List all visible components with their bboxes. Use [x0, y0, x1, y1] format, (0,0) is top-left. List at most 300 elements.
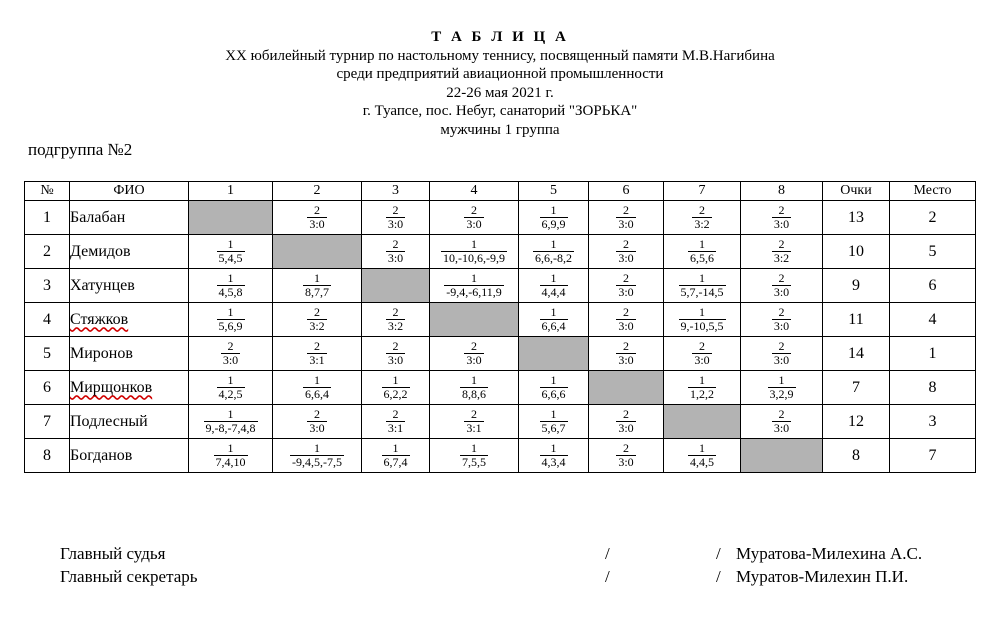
match-points: 2: [221, 340, 240, 354]
match-score: 4,4,5: [690, 455, 714, 469]
match-score: 9,-8,-7,4,8: [205, 421, 256, 435]
match-result: [772, 272, 791, 299]
match-result-cell: [362, 371, 430, 405]
match-score: 6,6,4: [305, 387, 329, 401]
match-result-cell: [519, 439, 589, 473]
match-result-cell: [189, 337, 273, 371]
match-result: [616, 204, 635, 231]
match-score: 1,2,2: [690, 387, 714, 401]
header-col-1: 1: [189, 182, 273, 201]
match-result-cell: [589, 235, 664, 269]
match-score: 3:0: [773, 285, 790, 299]
match-result: [217, 238, 245, 265]
player-name-text: Миронов: [70, 344, 133, 362]
match-result-cell: [519, 371, 589, 405]
match-result-cell: [741, 269, 823, 303]
match-score: 3:0: [773, 319, 790, 333]
match-result-cell: [741, 303, 823, 337]
match-score: 3:0: [618, 455, 634, 469]
match-points: 2: [386, 340, 405, 354]
match-result-cell: [189, 235, 273, 269]
table-row: [25, 405, 976, 439]
diagonal-cell: [362, 269, 430, 303]
signature-line-chief-secretary: [0, 567, 1000, 589]
match-result-cell: [362, 337, 430, 371]
match-result: [679, 272, 726, 299]
match-score: -9,4,-6,11,9: [446, 285, 502, 299]
match-score: 3:0: [694, 353, 710, 367]
match-score: 3:2: [773, 251, 790, 265]
match-result-cell: [664, 201, 741, 235]
match-result: [616, 238, 635, 265]
document-title: Т А Б Л И Ц А: [431, 29, 569, 45]
match-points: 2: [307, 408, 326, 422]
player-place: 8: [890, 371, 976, 405]
match-points: 2: [772, 272, 791, 286]
match-score: 3:0: [387, 217, 404, 231]
match-result: [441, 238, 507, 265]
match-result: [688, 238, 716, 265]
match-result-cell: [519, 269, 589, 303]
match-result-cell: [664, 439, 741, 473]
match-score: 8,7,7: [305, 285, 329, 299]
match-points: 1: [540, 204, 568, 218]
match-result-cell: [273, 439, 362, 473]
match-result: [772, 306, 791, 333]
match-result-cell: [189, 405, 273, 439]
match-score: -9,4,5,-7,5: [292, 455, 342, 469]
diagonal-cell: [664, 405, 741, 439]
player-name-text: Мирщонков: [70, 378, 153, 396]
match-points: 1: [460, 442, 488, 456]
match-points: 1: [382, 374, 410, 388]
match-score: 5,4,5: [218, 251, 243, 265]
header-points: Очки: [823, 182, 890, 201]
match-result-cell: [362, 303, 430, 337]
match-result: [772, 408, 791, 435]
match-result-cell: [589, 405, 664, 439]
match-result-cell: [273, 303, 362, 337]
match-result: [307, 408, 326, 435]
match-result: [217, 374, 245, 401]
match-score: 6,6,-8,2: [535, 251, 572, 265]
match-result: [768, 374, 796, 401]
match-points: 1: [217, 374, 245, 388]
match-result-cell: [519, 201, 589, 235]
match-points: 1: [540, 306, 568, 320]
match-result: [692, 204, 711, 231]
player-number: 1: [25, 201, 70, 235]
diagonal-cell: [519, 337, 589, 371]
player-name: [70, 405, 189, 439]
match-points: 2: [616, 204, 635, 218]
match-result-cell: [430, 269, 519, 303]
match-result: [217, 272, 245, 299]
header-col-2: 2: [273, 182, 362, 201]
match-result-cell: [430, 439, 519, 473]
match-result-cell: [273, 371, 362, 405]
match-points: 1: [688, 238, 716, 252]
match-points: 1: [217, 272, 245, 286]
match-result-cell: [589, 439, 664, 473]
match-points: 2: [307, 306, 326, 320]
player-number: 6: [25, 371, 70, 405]
match-result: [204, 408, 258, 435]
match-score: 6,2,2: [383, 387, 408, 401]
match-result: [386, 238, 405, 265]
subgroup-label: подгруппа №2: [28, 140, 133, 159]
match-points: 1: [382, 442, 410, 456]
match-points: 1: [460, 374, 488, 388]
match-result-cell: [664, 303, 741, 337]
match-score: 3:0: [222, 353, 239, 367]
match-points: 1: [688, 442, 716, 456]
match-score: 5,6,9: [218, 319, 243, 333]
match-result-cell: [362, 235, 430, 269]
player-name: [70, 439, 189, 473]
match-score: 3:0: [773, 217, 790, 231]
match-points: 1: [290, 442, 344, 456]
match-result: [460, 442, 488, 469]
match-result-cell: [189, 269, 273, 303]
match-result-cell: [664, 235, 741, 269]
match-points: 2: [616, 340, 635, 354]
header-place: Место: [890, 182, 976, 201]
match-result: [460, 374, 488, 401]
signature-separator: /: [605, 544, 610, 563]
match-result: [616, 340, 635, 367]
match-points: 2: [692, 340, 711, 354]
match-result-cell: [664, 337, 741, 371]
match-result: [307, 340, 326, 367]
player-name: [70, 235, 189, 269]
match-points: 1: [204, 408, 258, 422]
match-result: [772, 340, 791, 367]
match-points: 1: [217, 306, 245, 320]
table-row: [25, 439, 976, 473]
match-result: [688, 442, 716, 469]
signature-person-name: Муратова-Милехина А.С.: [736, 544, 923, 563]
match-result: [221, 340, 240, 367]
player-place: 1: [890, 337, 976, 371]
signature-line-chief-judge: [0, 544, 1000, 566]
match-points: 2: [772, 238, 791, 252]
match-points: 2: [772, 204, 791, 218]
signature-separator: /: [605, 567, 610, 586]
player-name-text: Демидов: [70, 242, 131, 260]
match-result: [217, 306, 245, 333]
match-score: 6,5,6: [690, 251, 714, 265]
match-points: 1: [444, 272, 504, 286]
match-result: [464, 204, 483, 231]
header-col-6: 6: [589, 182, 664, 201]
match-points: 1: [540, 272, 568, 286]
match-result: [307, 306, 326, 333]
player-number: 7: [25, 405, 70, 439]
match-result: [386, 306, 405, 333]
header-col-3: 3: [362, 182, 430, 201]
match-score: 3,2,9: [769, 387, 794, 401]
match-result-cell: [273, 269, 362, 303]
match-score: 3:0: [466, 217, 482, 231]
match-points: 2: [307, 340, 326, 354]
table-body: [25, 201, 976, 473]
player-number: 2: [25, 235, 70, 269]
results-table: [24, 181, 976, 473]
player-place: 5: [890, 235, 976, 269]
player-name: [70, 303, 189, 337]
match-score: 3:1: [387, 421, 404, 435]
diagonal-cell: [741, 439, 823, 473]
player-name-text: Стяжков: [70, 310, 129, 328]
match-result-cell: [430, 405, 519, 439]
player-points: 10: [823, 235, 890, 269]
match-points: 2: [772, 408, 791, 422]
match-points: 2: [386, 408, 405, 422]
match-points: 2: [616, 238, 635, 252]
match-score: 3:0: [618, 421, 634, 435]
match-score: 10,-10,6,-9,9: [443, 251, 505, 265]
player-name-text: Богданов: [70, 446, 133, 464]
player-name-text: Подлесный: [70, 412, 148, 430]
match-score: 5,6,7: [541, 421, 566, 435]
tournament-name: XX юбилейный турнир по настольному теннису, посвященный памяти М.В.Нагибина: [225, 47, 775, 64]
player-points: 8: [823, 439, 890, 473]
player-points: 7: [823, 371, 890, 405]
match-result-cell: [273, 405, 362, 439]
match-result-cell: [741, 405, 823, 439]
player-place: 7: [890, 439, 976, 473]
match-result-cell: [519, 405, 589, 439]
match-result: [616, 408, 635, 435]
match-result-cell: [589, 201, 664, 235]
match-points: 1: [533, 238, 574, 252]
match-result-cell: [430, 337, 519, 371]
match-result: [444, 272, 504, 299]
match-points: 1: [540, 442, 568, 456]
player-place: 3: [890, 405, 976, 439]
match-score: 3:0: [618, 285, 634, 299]
match-result: [540, 374, 568, 401]
match-points: 1: [679, 306, 726, 320]
match-result: [540, 408, 568, 435]
match-points: 1: [303, 272, 331, 286]
match-points: 2: [464, 408, 483, 422]
match-result-cell: [362, 439, 430, 473]
tournament-location: г. Туапсе, пос. Небуг, санаторий "ЗОРЬКА": [362, 103, 638, 119]
signature-role: Главный секретарь: [60, 567, 198, 586]
signature-separator: /: [716, 567, 721, 586]
diagonal-cell: [189, 201, 273, 235]
player-name: [70, 337, 189, 371]
match-result: [540, 204, 568, 231]
match-score: 9,-10,5,5: [680, 319, 724, 333]
match-result-cell: [519, 303, 589, 337]
match-score: 3:0: [618, 353, 634, 367]
header-name: ФИО: [70, 182, 189, 201]
match-score: 3:1: [309, 353, 325, 367]
match-points: 1: [217, 238, 245, 252]
match-result: [464, 340, 483, 367]
player-place: 4: [890, 303, 976, 337]
match-score: 3:0: [309, 421, 325, 435]
tournament-participants: среди предприятий авиационной промышленности: [336, 66, 664, 82]
match-result: [382, 442, 410, 469]
match-result: [386, 408, 405, 435]
match-result-cell: [664, 371, 741, 405]
match-result: [616, 272, 635, 299]
header-col-4: 4: [430, 182, 519, 201]
table-row: [25, 269, 976, 303]
match-result: [386, 204, 405, 231]
match-result-cell: [362, 405, 430, 439]
match-points: 2: [616, 442, 635, 456]
match-score: 3:2: [387, 319, 404, 333]
player-points: 12: [823, 405, 890, 439]
match-result: [540, 442, 568, 469]
match-result: [540, 306, 568, 333]
match-result: [386, 340, 405, 367]
match-score: 3:0: [618, 251, 634, 265]
match-points: 1: [768, 374, 796, 388]
player-points: 14: [823, 337, 890, 371]
match-score: 3:0: [309, 217, 325, 231]
player-place: 6: [890, 269, 976, 303]
match-result-cell: [189, 303, 273, 337]
match-score: 6,6,4: [541, 319, 566, 333]
header-num: №: [25, 182, 70, 201]
diagonal-cell: [430, 303, 519, 337]
match-result: [688, 374, 716, 401]
match-score: 6,9,9: [541, 217, 566, 231]
match-result-cell: [430, 201, 519, 235]
match-points: 1: [441, 238, 507, 252]
player-number: 3: [25, 269, 70, 303]
match-result: [692, 340, 711, 367]
match-score: 3:2: [694, 217, 710, 231]
match-score: 6,6,6: [541, 387, 566, 401]
match-points: 2: [464, 204, 483, 218]
player-number: 8: [25, 439, 70, 473]
player-number: 4: [25, 303, 70, 337]
player-name-text: Балабан: [70, 208, 126, 226]
match-result: [290, 442, 344, 469]
match-score: 3:0: [387, 353, 404, 367]
match-result-cell: [519, 235, 589, 269]
header-col-8: 8: [741, 182, 823, 201]
match-points: 2: [307, 204, 326, 218]
document-header: [0, 28, 1000, 139]
header-col-5: 5: [519, 182, 589, 201]
match-result: [533, 238, 574, 265]
signature-person-name: Муратов-Милехин П.И.: [736, 567, 909, 586]
match-points: 2: [464, 340, 483, 354]
match-points: 1: [688, 374, 716, 388]
match-score: 3:0: [387, 251, 404, 265]
player-number: 5: [25, 337, 70, 371]
diagonal-cell: [589, 371, 664, 405]
match-result-cell: [589, 337, 664, 371]
match-points: 2: [772, 340, 791, 354]
tournament-dates: 22-26 мая 2021 г.: [446, 84, 554, 101]
table-row: [25, 201, 976, 235]
match-score: 6,7,4: [383, 455, 408, 469]
table-row: [25, 337, 976, 371]
match-score: 4,5,8: [218, 285, 243, 299]
player-points: 9: [823, 269, 890, 303]
player-name: [70, 269, 189, 303]
player-name: [70, 371, 189, 405]
tournament-category: мужчины 1 группа: [440, 121, 560, 138]
table-row: [25, 303, 976, 337]
match-result-cell: [741, 201, 823, 235]
match-points: 2: [772, 306, 791, 320]
match-result-cell: [741, 371, 823, 405]
table-row: [25, 371, 976, 405]
signature-role: Главный судья: [60, 544, 166, 563]
match-score: 4,4,4: [541, 285, 566, 299]
match-result-cell: [273, 337, 362, 371]
player-name-text: Хатунцев: [70, 276, 135, 294]
match-result-cell: [362, 201, 430, 235]
match-score: 8,8,6: [462, 387, 486, 401]
match-result: [616, 442, 635, 469]
match-result: [679, 306, 726, 333]
match-points: 2: [616, 408, 635, 422]
match-result: [303, 374, 331, 401]
match-result-cell: [589, 303, 664, 337]
match-points: 2: [692, 204, 711, 218]
table-row: [25, 235, 976, 269]
match-result-cell: [189, 371, 273, 405]
match-score: 7,5,5: [462, 455, 486, 469]
match-result: [214, 442, 248, 469]
player-points: 11: [823, 303, 890, 337]
match-points: 1: [303, 374, 331, 388]
diagonal-cell: [273, 235, 362, 269]
match-score: 4,2,5: [218, 387, 243, 401]
match-score: 3:0: [618, 319, 634, 333]
match-score: 4,3,4: [541, 455, 566, 469]
match-result: [307, 204, 326, 231]
match-result-cell: [741, 235, 823, 269]
player-place: 2: [890, 201, 976, 235]
match-points: 2: [616, 306, 635, 320]
match-result: [464, 408, 483, 435]
match-result: [772, 204, 791, 231]
match-points: 1: [540, 408, 568, 422]
match-result-cell: [430, 235, 519, 269]
match-result-cell: [273, 201, 362, 235]
match-points: 2: [386, 306, 405, 320]
match-result: [616, 306, 635, 333]
match-score: 3:0: [466, 353, 482, 367]
match-points: 2: [616, 272, 635, 286]
match-points: 1: [679, 272, 726, 286]
player-points: 13: [823, 201, 890, 235]
match-score: 3:2: [309, 319, 325, 333]
match-score: 3:1: [466, 421, 482, 435]
match-result-cell: [664, 269, 741, 303]
match-score: 5,7,-14,5: [680, 285, 724, 299]
match-points: 2: [386, 238, 405, 252]
match-result: [303, 272, 331, 299]
match-points: 2: [386, 204, 405, 218]
match-result-cell: [189, 439, 273, 473]
table-header-row: [25, 182, 976, 201]
match-score: 3:0: [773, 353, 790, 367]
match-score: 3:0: [618, 217, 634, 231]
